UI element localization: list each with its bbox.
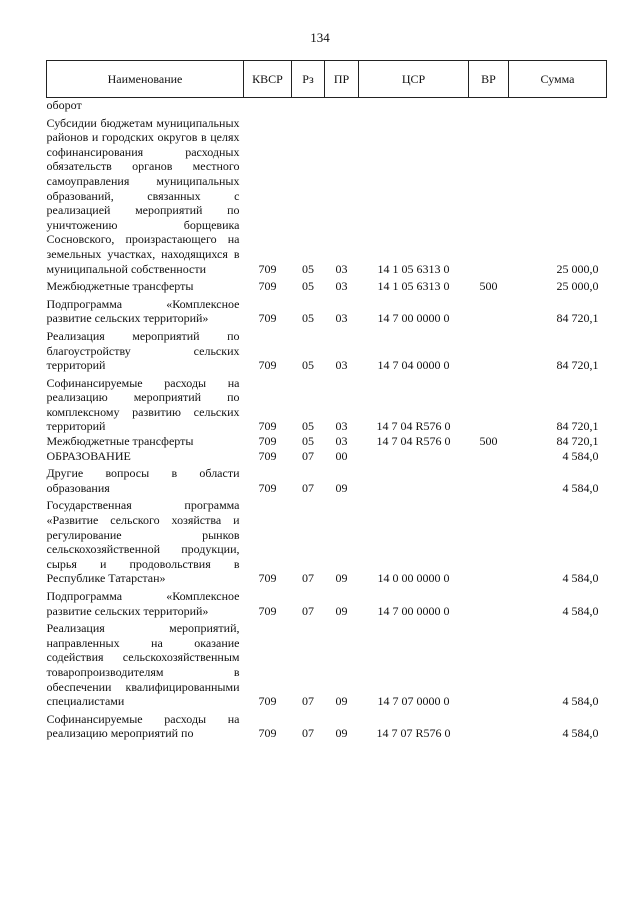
row-sum: 25 000,0 — [556, 279, 599, 294]
table-row — [47, 618, 607, 709]
row-vr — [469, 113, 509, 277]
row-name: Реализация мероприятий, направленных на оказание содействия сельскохозяйственным товаропроизводителям в обеспечении квалифицированными специалистами — [46, 621, 240, 709]
row-pr: 00 — [335, 448, 348, 463]
row-name: ОБРАЗОВАНИЕ — [46, 448, 131, 463]
row-kvsr — [244, 98, 292, 113]
row-vr — [469, 449, 509, 464]
row-rz: 07 — [302, 571, 314, 586]
row-sum: 84 720,1 — [556, 358, 599, 373]
page-number: 134 — [310, 30, 330, 45]
row-rz: 07 — [302, 480, 314, 495]
table-row — [47, 113, 607, 277]
row-sum — [509, 98, 607, 113]
row-rz: 07 — [302, 603, 314, 618]
header-kvsr: КВСР — [244, 61, 292, 98]
row-sum: 4 584,0 — [562, 448, 599, 463]
row-vr — [469, 326, 509, 373]
row-csr: 14 7 00 0000 0 — [377, 311, 450, 326]
header-vr: ВР — [469, 61, 509, 98]
row-vr: 500 — [479, 434, 498, 449]
row-rz: 05 — [302, 434, 314, 449]
row-name: Субсидии бюджетам муниципальных районов и городских округов в целях софинансирования расходных обязательств органов местного самоуправления муниципальных образований, связанных с реализацией мероприятий по уничтожению борщевика Сосновского, произрастающего на земельных участках, находящихся в муниципальной собственности — [46, 115, 240, 276]
header-sum: Сумма — [509, 61, 607, 98]
row-kvsr: 709 — [258, 261, 277, 276]
table-row — [47, 463, 607, 495]
table-row — [47, 98, 607, 113]
row-kvsr: 709 — [258, 603, 277, 618]
table-row — [47, 294, 607, 326]
row-csr: 14 7 04 0000 0 — [377, 358, 450, 373]
row-rz: 07 — [302, 726, 314, 741]
row-vr — [469, 373, 509, 434]
row-kvsr: 709 — [258, 480, 277, 495]
row-kvsr: 709 — [258, 419, 277, 434]
row-pr: 03 — [335, 311, 348, 326]
row-sum: 84 720,1 — [556, 419, 599, 434]
row-pr: 09 — [335, 603, 348, 618]
table-row — [47, 495, 607, 586]
table-row — [47, 434, 607, 449]
budget-table — [46, 60, 607, 741]
table-row — [47, 276, 607, 294]
row-pr: 03 — [335, 358, 348, 373]
row-kvsr: 709 — [258, 571, 277, 586]
row-name: Межбюджетные трансферты — [46, 434, 194, 449]
row-pr: 03 — [335, 279, 348, 294]
row-vr — [469, 586, 509, 618]
row-sum: 4 584,0 — [562, 603, 599, 618]
row-pr — [325, 98, 359, 113]
row-csr: 14 7 07 0000 0 — [377, 694, 450, 709]
row-name: Реализация мероприятий по благоустройству сельских территорий — [46, 328, 240, 373]
row-kvsr: 709 — [258, 434, 277, 449]
row-csr: 14 7 04 R576 0 — [376, 434, 451, 449]
row-sum: 4 584,0 — [562, 571, 599, 586]
row-name: Межбюджетные трансферты — [46, 279, 194, 294]
row-csr: 14 0 00 0000 0 — [377, 571, 450, 586]
row-kvsr: 709 — [258, 726, 277, 741]
row-vr — [469, 618, 509, 709]
row-sum: 25 000,0 — [556, 261, 599, 276]
row-csr: 14 1 05 6313 0 — [377, 261, 450, 276]
row-sum: 84 720,1 — [556, 311, 599, 326]
row-name: оборот — [46, 98, 82, 112]
row-sum: 4 584,0 — [562, 694, 599, 709]
row-sum: 4 584,0 — [562, 480, 599, 495]
row-sum: 84 720,1 — [556, 434, 599, 449]
header-name: Наименование — [47, 61, 244, 98]
header-rz: Рз — [292, 61, 325, 98]
table-row — [47, 449, 607, 464]
row-name: Подпрограмма «Комплексное развитие сельских территорий» — [46, 589, 240, 618]
row-name: Софинансируемые расходы на реализацию мероприятий по комплексному развитию сельских территорий — [46, 375, 240, 434]
row-rz: 07 — [302, 448, 314, 463]
row-pr: 09 — [335, 726, 348, 741]
header-csr: ЦСР — [359, 61, 469, 98]
row-name: Государственная программа «Развитие сельского хозяйства и регулирование рынков сельскохозяйственной продукции, сырья и продовольствия в Республике Татарстан» — [46, 498, 240, 586]
row-sum: 4 584,0 — [562, 726, 599, 741]
row-csr: 14 7 04 R576 0 — [376, 419, 451, 434]
row-vr — [469, 463, 509, 495]
row-csr: 14 1 05 6313 0 — [377, 279, 450, 294]
table-header — [47, 61, 607, 98]
row-rz: 05 — [302, 311, 314, 326]
row-kvsr: 709 — [258, 311, 277, 326]
row-vr — [469, 98, 509, 113]
row-name: Другие вопросы в области образования — [46, 466, 240, 495]
row-rz: 07 — [302, 694, 314, 709]
header-pr: ПР — [325, 61, 359, 98]
row-csr — [359, 98, 469, 113]
row-kvsr: 709 — [258, 358, 277, 373]
row-csr: 14 7 00 0000 0 — [377, 603, 450, 618]
row-vr — [469, 495, 509, 586]
table-body — [47, 98, 607, 741]
row-vr — [469, 294, 509, 326]
row-rz — [292, 98, 325, 113]
row-pr: 09 — [335, 571, 348, 586]
row-csr — [359, 449, 469, 464]
row-name: Подпрограмма «Комплексное развитие сельских территорий» — [46, 296, 240, 326]
table-row — [47, 326, 607, 373]
row-rz: 05 — [302, 419, 314, 434]
row-rz: 05 — [302, 261, 314, 276]
row-pr: 09 — [335, 480, 348, 495]
row-pr: 03 — [335, 419, 348, 434]
row-pr: 03 — [335, 261, 348, 276]
table-row — [47, 586, 607, 618]
table-row — [47, 373, 607, 434]
row-pr: 09 — [335, 694, 348, 709]
row-pr: 03 — [335, 434, 348, 449]
row-kvsr: 709 — [258, 448, 277, 463]
row-kvsr: 709 — [258, 279, 277, 294]
row-csr — [359, 463, 469, 495]
table-row — [47, 709, 607, 741]
row-rz: 05 — [302, 279, 314, 294]
row-csr: 14 7 07 R576 0 — [376, 726, 451, 741]
row-kvsr: 709 — [258, 694, 277, 709]
row-vr: 500 — [479, 279, 498, 294]
row-vr — [469, 709, 509, 741]
row-name: Софинансируемые расходы на реализацию мероприятий по — [46, 711, 240, 741]
row-rz: 05 — [302, 358, 314, 373]
